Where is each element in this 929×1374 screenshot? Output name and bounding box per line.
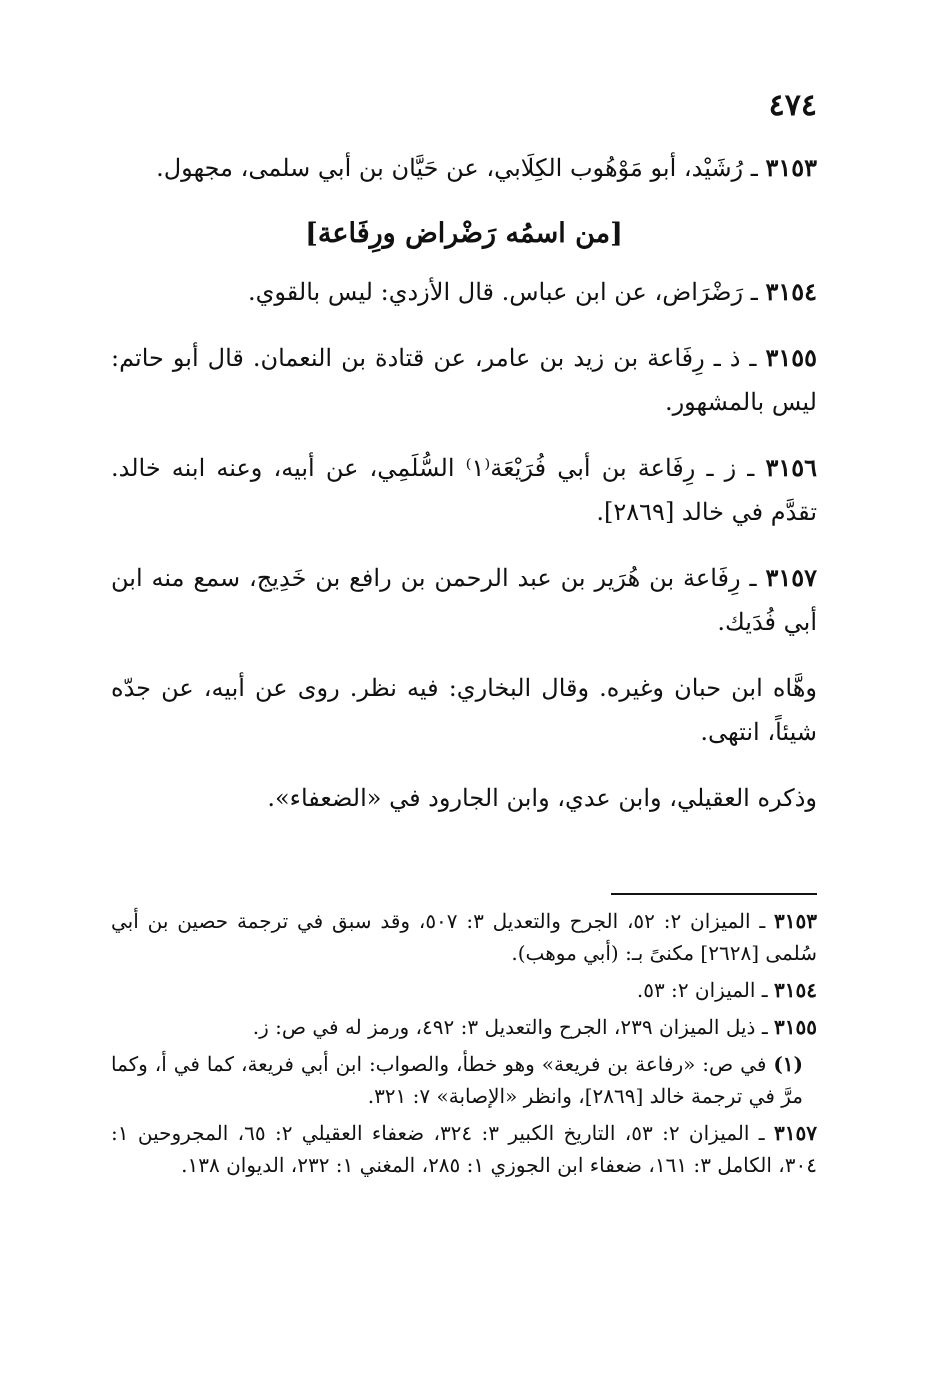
footnote-number: ٣١٥٣ xyxy=(774,909,817,933)
entry-3156 xyxy=(111,446,817,534)
footnote-text: ـ ذيل الميزان ٢٣٩، الجرح والتعديل ٣: ٤٩٢، ورمز له في ص: ز. xyxy=(252,1015,775,1039)
commentary-paragraph: وذكره العقيلي، وابن عدي، وابن الجارود في «الضعفاء». xyxy=(267,784,817,812)
entry-text: ـ رَضْرَاض، عن ابن عباس. قال الأزدي: ليس بالقوي. xyxy=(247,278,766,306)
entry-number: ٣١٥٦ xyxy=(765,453,817,482)
footnote-3157 xyxy=(111,1117,817,1181)
entry-text: ـ رِفَاعة بن هُرَير بن عبد الرحمن بن رافع بن خَدِيج، سمع منه ابن أبي فُدَيك. xyxy=(111,564,817,636)
entry-3155 xyxy=(111,336,817,424)
footnote-text: ـ الميزان ٢: ٥٣. xyxy=(636,978,775,1002)
footnote-text: ـ الميزان ٢: ٥٣، التاريخ الكبير ٣: ٣٢٤، ضعفاء العقيلي ٢: ٦٥، المجروحين ١: ٣٠٤، الكامل ٣: ١٦١، ضعفاء ابن الجوزي ١: ٢٨٥، المغني ١: ٢٣٢، الديوان ١٣٨. xyxy=(111,1121,817,1177)
page-number: ٤٧٤ xyxy=(768,88,817,123)
footnote-number: (١) xyxy=(773,1052,803,1076)
footnote-3154 xyxy=(111,974,817,1006)
entry-text: ـ رُشَيْد، أبو مَوْهُوب الكِلَابي، عن حَيَّان بن أبي سلمى، مجهول. xyxy=(156,154,766,182)
entry-text: ـ ذ ـ رِفَاعة بن زيد بن عامر، عن قتادة بن النعمان. قال أبو حاتم: ليس بالمشهور. xyxy=(111,344,817,416)
footnote-1 xyxy=(111,1048,817,1112)
footnotes xyxy=(111,905,817,1186)
footnote-number: ٣١٥٥ xyxy=(774,1015,817,1039)
entry-number: ٣١٥٣ xyxy=(765,153,817,182)
footnote-3155 xyxy=(111,1011,817,1043)
section-heading: [من اسمُه رَضْراض ورِفَاعة] xyxy=(305,218,623,249)
entry-number: ٣١٥٧ xyxy=(765,563,817,592)
entry-text: ـ ز ـ رِفَاعة بن أبي فُرَيْعَة⁽١⁾ السُّلَمِي، عن أبيه، وعنه ابنه خالد. تقدَّم في خالد [٢٨٦٩]. xyxy=(111,454,817,526)
entry-number: ٣١٥٤ xyxy=(765,277,817,306)
footnote-number: ٣١٥٤ xyxy=(774,978,817,1002)
entry-number: ٣١٥٥ xyxy=(765,343,817,372)
entry-3153 xyxy=(111,146,817,190)
main-text xyxy=(111,146,817,842)
footnote-text: ـ الميزان ٢: ٥٢، الجرح والتعديل ٣: ٥٠٧، وقد سبق في ترجمة حصين بن أبي سُلمى [٢٦٢٨] مكنىً بـ: (أبي موهب). xyxy=(111,909,817,965)
footnote-separator xyxy=(611,893,817,895)
footnote-number: ٣١٥٧ xyxy=(774,1121,817,1145)
footnote-text: في ص: «رفاعة بن فريعة» وهو خطأ، والصواب: ابن أبي فريعة، كما في أ، وكما مرَّ في ترجمة خالد [٢٨٦٩]، وانظر «الإصابة» ٧: ٣٢١. xyxy=(111,1052,803,1108)
entry-3154 xyxy=(111,270,817,314)
commentary-paragraph: وهَّاه ابن حبان وغيره. وقال البخاري: فيه نظر. روى عن أبيه، عن جدّه شيئاً، انتهى. xyxy=(111,674,817,746)
footnote-3153 xyxy=(111,905,817,969)
entry-3157 xyxy=(111,556,817,644)
